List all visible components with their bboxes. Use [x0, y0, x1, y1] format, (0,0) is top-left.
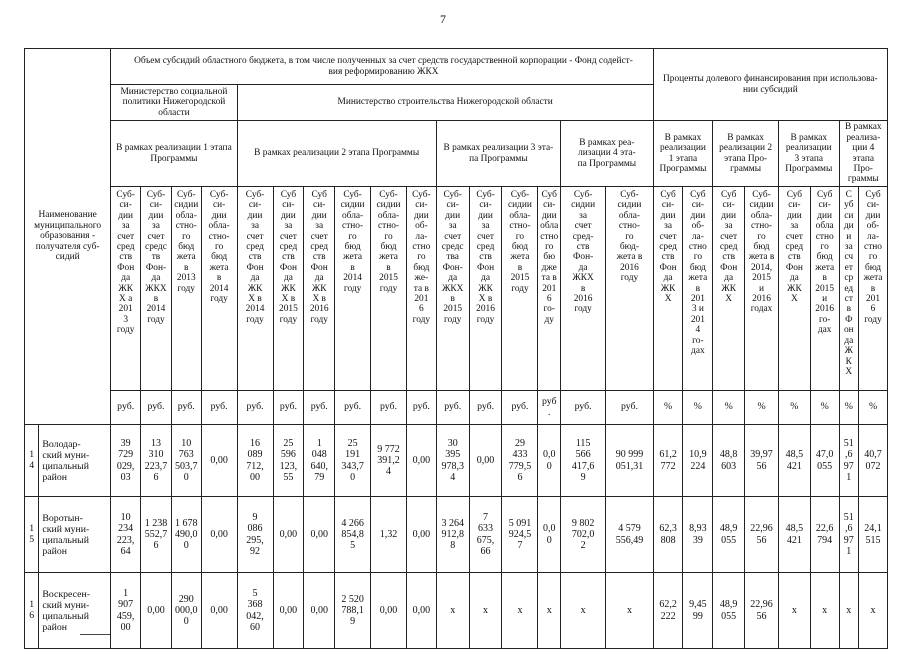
unit-cell: % — [683, 391, 713, 425]
value-cell: 48,5 421 — [778, 425, 810, 497]
value-cell: 62,3 808 — [653, 497, 683, 573]
percent-stage-2-header: В рамках реализации 2 этапа Про- граммы — [713, 121, 779, 187]
value-cell: 25 596 123, 55 — [273, 425, 304, 497]
value-cell: 22,6 794 — [810, 497, 839, 573]
unit-cell: руб. — [141, 391, 172, 425]
value-cell: x — [561, 573, 606, 649]
unit-cell: руб. — [469, 391, 502, 425]
value-cell: 22,96 56 — [745, 497, 779, 573]
value-cell: 39,97 56 — [745, 425, 779, 497]
percent-header: Проценты долевого финансирования при использова- нии субсидий — [653, 49, 887, 121]
unit-cell: руб. — [335, 391, 371, 425]
value-cell: 8,93 39 — [683, 497, 713, 573]
column-header: Суб- си- дии за счет средс тв Фон- да ЖКХ в 2014 году — [141, 187, 172, 391]
value-cell: 61,2 772 — [653, 425, 683, 497]
value-cell: 40,7 072 — [859, 425, 888, 497]
value-cell: 47,0 055 — [810, 425, 839, 497]
column-header: Суб- сидии обла- стно- го бюд жета в 2014, 2015 и 2016 годах — [745, 187, 779, 391]
unit-cell: % — [778, 391, 810, 425]
column-header: Суб си- дии за счет сред ств Фон да ЖК Х — [778, 187, 810, 391]
value-cell: 48,8 603 — [713, 425, 745, 497]
value-cell: x — [502, 573, 538, 649]
value-cell: x — [839, 573, 859, 649]
column-header: Суб- си- дии за счет средс тва Фон- да ЖКХ в 2015 году — [436, 187, 469, 391]
ministry-construction-header: Министерство строительства Нижегородской области — [237, 85, 653, 121]
value-cell: x — [538, 573, 561, 649]
value-cell: 24,1 515 — [859, 497, 888, 573]
municipality-name: Володар- ский муни- ципальный район — [39, 425, 111, 497]
value-cell: 16 089 712, 00 — [237, 425, 273, 497]
unit-cell: руб. — [237, 391, 273, 425]
value-cell: 0,00 — [469, 425, 502, 497]
value-cell: x — [606, 573, 653, 649]
column-header: Суб- сидии обла- стно- го бюд жета в 2013 году — [171, 187, 201, 391]
value-cell: 62,2 222 — [653, 573, 683, 649]
volume-header: Объем субсидий областного бюджета, в том числе полученных за счет средств государственной корпорации - Фонд содейст- вия реформированию ЖКХ — [111, 49, 653, 85]
value-cell: 0,00 — [304, 497, 335, 573]
column-header: С уб си ди и за сч ет ср ед ст в Ф он да Ж К Х — [839, 187, 859, 391]
row-index: 1 4 — [25, 425, 39, 497]
page-number: 7 — [440, 12, 446, 26]
column-header: Суб- си- дии за счет сред ств Фон да ЖК Х в 2016 году — [469, 187, 502, 391]
column-header: Суб- сидии обла- стно- го бюд- жета в 2016 году — [606, 187, 653, 391]
unit-cell: % — [810, 391, 839, 425]
row-index: 1 6 — [25, 573, 39, 649]
value-cell: 0,00 — [371, 573, 407, 649]
column-header: Суб си- дии за счет сред ств Фон да ЖК Х в 2016 году — [304, 187, 335, 391]
unit-cell: руб. — [201, 391, 237, 425]
recipient-header: Наименование муниципального образования - получателя суб- сидий — [25, 49, 111, 425]
value-cell: 9 086 295, 92 — [237, 497, 273, 573]
value-cell: 0,00 — [141, 573, 172, 649]
value-cell: 0,00 — [406, 497, 436, 573]
value-cell: 4 579 556,49 — [606, 497, 653, 573]
column-header: Суб си- дии обла стно го бю дже та в 201 6 го- ду — [538, 187, 561, 391]
unit-cell: руб. — [304, 391, 335, 425]
unit-cell: руб . — [538, 391, 561, 425]
column-header: Суб- сидии обла- стно- го бюд жета в 2015 году — [502, 187, 538, 391]
value-cell: 0,00 — [201, 573, 237, 649]
unit-cell: % — [713, 391, 745, 425]
value-cell: 115 566 417,6 9 — [561, 425, 606, 497]
percent-stage-1-header: В рамках реализации 1 этапа Программы — [653, 121, 713, 187]
value-cell: x — [859, 573, 888, 649]
unit-cell: руб. — [406, 391, 436, 425]
value-cell: 1 678 490,0 0 — [171, 497, 201, 573]
value-cell: 22,96 56 — [745, 573, 779, 649]
value-cell: 10 234 223, 64 — [111, 497, 141, 573]
column-header: Суб си- дии обла стно го бюд жета в 2015 и 2016 го- дах — [810, 187, 839, 391]
value-cell: 2 520 788,1 9 — [335, 573, 371, 649]
value-cell: 90 999 051,31 — [606, 425, 653, 497]
unit-cell: руб. — [436, 391, 469, 425]
column-header: Суб- сидии за счет сред- ств Фон- да ЖКХ в 2016 году — [561, 187, 606, 391]
column-header: Суб- сидии обла- стно- го бюд жета в 2015 году — [371, 187, 407, 391]
value-cell: 9 802 702,0 2 — [561, 497, 606, 573]
subsidy-table — [24, 48, 888, 649]
column-header: Суб- си- дии за счет сред ств Фон да ЖК Х а 201 3 году — [111, 187, 141, 391]
value-cell: 39 729 029, 03 — [111, 425, 141, 497]
unit-cell: % — [745, 391, 779, 425]
municipality-name: Воротын- ский муни- ципальный район — [39, 497, 111, 573]
value-cell: 48,9 055 — [713, 573, 745, 649]
value-cell: 1 907 459, 00 — [111, 573, 141, 649]
value-cell: 25 191 343,7 0 — [335, 425, 371, 497]
volume-stage-3-header: В рамках реализации 3 эта- па Программы — [436, 121, 560, 187]
unit-cell: % — [859, 391, 888, 425]
value-cell: x — [469, 573, 502, 649]
row-index: 1 5 — [25, 497, 39, 573]
table-row — [25, 425, 888, 497]
page-footer-rule — [80, 634, 110, 635]
value-cell: 0,00 — [304, 573, 335, 649]
unit-cell: руб. — [561, 391, 606, 425]
value-cell: 10,9 224 — [683, 425, 713, 497]
column-header: Суб си- дии об- ла- стно го бюд жета в 201 6 году — [859, 187, 888, 391]
value-cell: 0,00 — [273, 497, 304, 573]
percent-stage-3-header: В рамках реализации 3 этапа Программы — [778, 121, 839, 187]
value-cell: 9 772 391,2 4 — [371, 425, 407, 497]
value-cell: 51 ,6 97 1 — [839, 497, 859, 573]
volume-stage-1-header: В рамках реализации 1 этапа Программы — [111, 121, 237, 187]
value-cell: 0,0 0 — [538, 497, 561, 573]
value-cell: 1 048 640, 79 — [304, 425, 335, 497]
value-cell: 51 ,6 97 1 — [839, 425, 859, 497]
unit-cell: руб. — [606, 391, 653, 425]
value-cell: 30 395 978,3 4 — [436, 425, 469, 497]
value-cell: 0,0 0 — [538, 425, 561, 497]
table-row — [25, 573, 888, 649]
value-cell: x — [778, 573, 810, 649]
table-row — [25, 497, 888, 573]
value-cell: 48,5 421 — [778, 497, 810, 573]
value-cell: 0,00 — [201, 497, 237, 573]
percent-stage-4-header: В рамках реализа- ции 4 этапа Про- граммы — [839, 121, 887, 187]
value-cell: 290 000,0 0 — [171, 573, 201, 649]
unit-cell: % — [839, 391, 859, 425]
volume-stage-2-header: В рамках реализации 2 этапа Программы — [237, 121, 436, 187]
unit-cell: руб. — [171, 391, 201, 425]
unit-cell: % — [653, 391, 683, 425]
value-cell: x — [436, 573, 469, 649]
value-cell: 0,00 — [273, 573, 304, 649]
municipality-name: Воскресен- ский муни- ципальный район — [39, 573, 111, 649]
column-header: Суб- сидии обла- стно- го бюд жета в 2014 году — [335, 187, 371, 391]
ministry-social-header: Министерство социальной политики Нижегородской области — [111, 85, 237, 121]
value-cell: 5 091 924,5 7 — [502, 497, 538, 573]
column-header: Суб си- дии за счет сред ств Фон да ЖК Х — [653, 187, 683, 391]
column-header: Суб си- дии за счет сред ств Фон да ЖК Х в 2015 году — [273, 187, 304, 391]
value-cell: 0,00 — [406, 425, 436, 497]
value-cell: 9,45 99 — [683, 573, 713, 649]
value-cell: 48,9 055 — [713, 497, 745, 573]
value-cell: 7 633 675, 66 — [469, 497, 502, 573]
value-cell: 3 264 912,8 8 — [436, 497, 469, 573]
value-cell: 4 266 854,8 5 — [335, 497, 371, 573]
volume-stage-4-header: В рамках реа- лизации 4 эта- па Программы — [561, 121, 654, 187]
value-cell: 0,00 — [201, 425, 237, 497]
value-cell: 0,00 — [406, 573, 436, 649]
value-cell: x — [810, 573, 839, 649]
value-cell: 29 433 779,5 6 — [502, 425, 538, 497]
column-header: Суб- си- дии об- ла- стно го бюд же- та в 201 6 году — [406, 187, 436, 391]
column-header: Суб- си- дии за счет сред ств Фон да ЖК Х в 2014 году — [237, 187, 273, 391]
column-header: Суб- си- дии обла- стно- го бюд жета в 2014 году — [201, 187, 237, 391]
value-cell: 1,32 — [371, 497, 407, 573]
unit-cell: руб. — [111, 391, 141, 425]
column-header: Суб си- дии за счет сред ств Фон да ЖК Х — [713, 187, 745, 391]
value-cell: 5 368 042, 60 — [237, 573, 273, 649]
unit-cell: руб. — [273, 391, 304, 425]
value-cell: 1 238 552,7 6 — [141, 497, 172, 573]
value-cell: 10 763 503,7 0 — [171, 425, 201, 497]
unit-cell: руб. — [371, 391, 407, 425]
value-cell: 13 310 223,7 6 — [141, 425, 172, 497]
column-header: Суб си- дии об- ла- стно го бюд жета в 201 3 и 201 4 го- дах — [683, 187, 713, 391]
unit-cell: руб. — [502, 391, 538, 425]
